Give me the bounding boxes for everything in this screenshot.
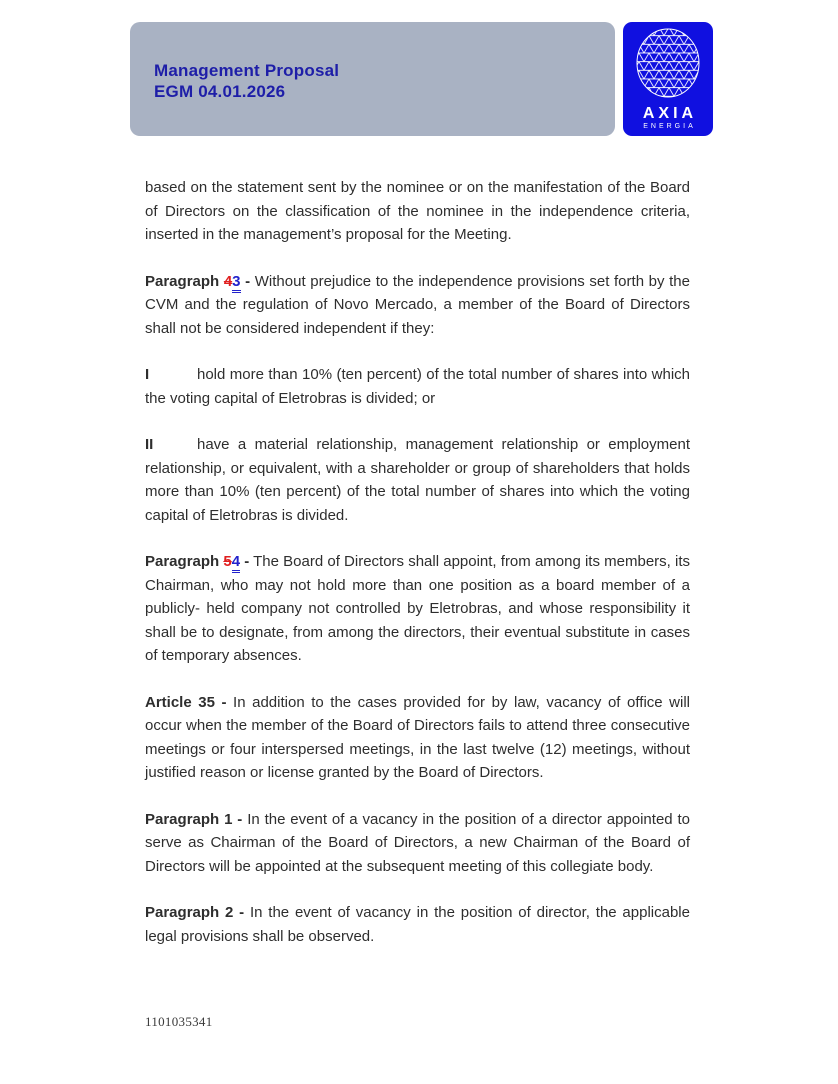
deleted-number-5: 5 <box>223 553 232 570</box>
clause-item-2-body: have a material relationship, management relationship or employment relationship, or equivalent, with a shareholder or group of shareholders that holds more than 10% (ten percent) of the total number of shares into which the voting capital of Eletrobras is divided. <box>145 436 690 524</box>
paragraph-1 <box>145 808 690 879</box>
paragraph-4-3 <box>145 270 690 341</box>
geodesic-sphere-icon <box>634 27 702 104</box>
paragraph-1-body: In the event of a vacancy in the position of a director appointed to serve as Chairman of the Board of Directors, a new Chairman of the Board of Directors will be appointed at the subsequent meeting of this collegiate body. <box>145 810 691 875</box>
paragraph-5-4 <box>145 550 690 668</box>
paragraph-4-3-body: Without prejudice to the independence provisions set forth by the CVM and the regulation of Novo Mercado, a member of the Board of Directors shall not be considered independent if they: <box>145 272 690 337</box>
header-banner <box>130 22 615 136</box>
intro-paragraph <box>145 176 690 247</box>
paragraph-4-3-separator: - <box>245 272 251 290</box>
intro-paragraph-text: based on the statement sent by the nominee or on the manifestation of the Board of Directors on the classification of the nominee in the independence criteria, inserted in the management’s proposal for the Meeting. <box>145 179 690 243</box>
title-line-1: Management Proposal <box>154 61 340 80</box>
paragraph-5-4-label: Paragraph <box>145 553 220 570</box>
paragraph-1-label: Paragraph 1 - <box>145 810 243 828</box>
article-35-body: In addition to the cases provided for by law, vacancy of office will occur when the member of the Board of Directors fails to attend three consecutive meetings or four interspersed meetings, in the last twelve (12) meetings, without justified reason or license granted by the Board of Directors. <box>145 693 691 781</box>
clause-item-1 <box>145 363 690 410</box>
footer-document-number: 1101035341 <box>145 1014 213 1029</box>
document-body <box>145 176 690 971</box>
paragraph-2 <box>145 901 690 948</box>
paragraph-2-label: Paragraph 2 - <box>145 904 245 921</box>
logo-brand-text: AXIA <box>642 105 698 122</box>
logo-subbrand-text: ENERGIA <box>643 123 696 130</box>
inserted-number-3: 3 <box>232 273 240 293</box>
paragraph-5-4-body: The Board of Directors shall appoint, from among its members, its Chairman, who may not hold more than one position as a board member of a publicly- held company not controlled by Eletrobras, and whose responsibility it shall be to designate, from among the directors, their eventual substitute in cases of temporary absences. <box>145 553 690 664</box>
clause-item-1-marker: I <box>145 366 150 383</box>
article-35 <box>145 691 690 785</box>
document-title <box>154 60 339 102</box>
paragraph-2-body: In the event of vacancy in the position of director, the applicable legal provisions shall be observed. <box>145 904 690 945</box>
clause-item-2 <box>145 433 690 527</box>
deleted-number-4: 4 <box>223 272 233 290</box>
company-logo <box>623 22 713 136</box>
inserted-number-4: 4 <box>232 553 240 573</box>
paragraph-5-4-separator: - <box>244 553 250 570</box>
clause-item-2-marker: II <box>145 436 154 453</box>
clause-item-1-body: hold more than 10% (ten percent) of the total number of shares into which the voting capital of Eletrobras is divided; or <box>145 366 690 407</box>
paragraph-4-3-label: Paragraph <box>145 272 220 290</box>
article-35-label: Article 35 - <box>145 693 227 711</box>
title-line-2: EGM 04.01.2026 <box>154 82 286 101</box>
